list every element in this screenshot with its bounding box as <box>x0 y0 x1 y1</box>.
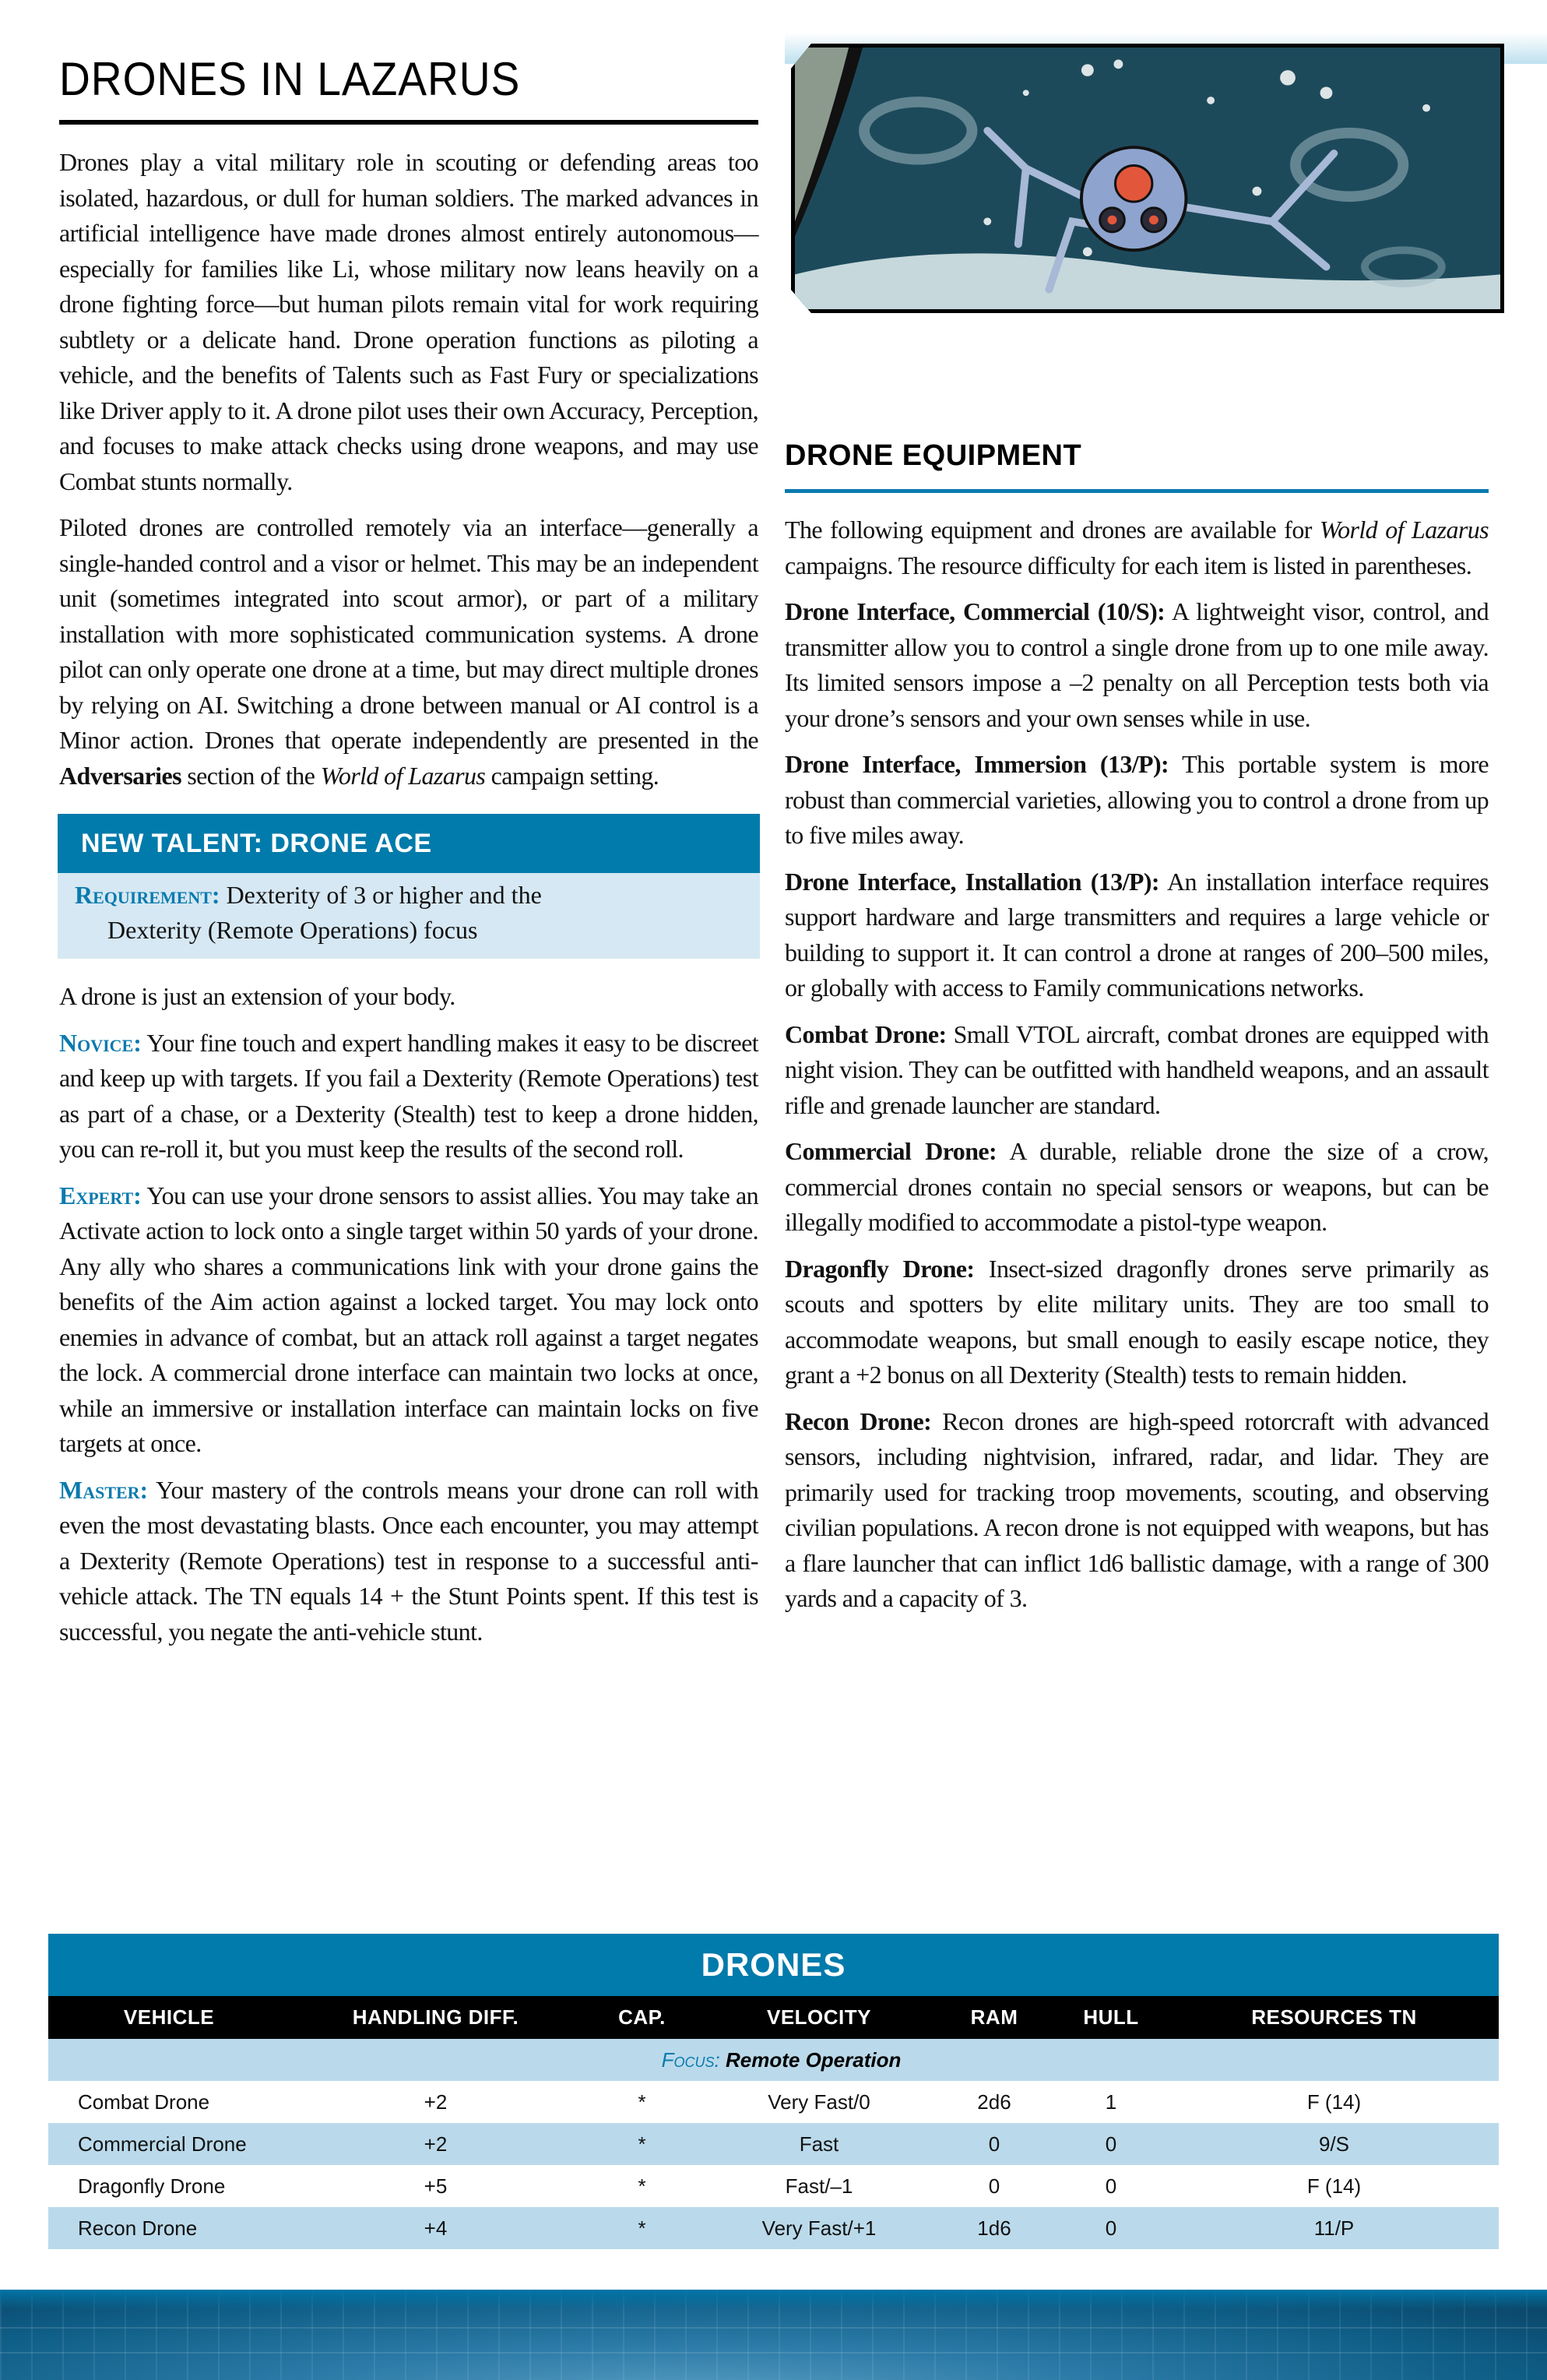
cell-vehicle: Combat Drone <box>78 2090 210 2114</box>
cell-capacity: * <box>638 2090 646 2114</box>
intro-paragraph-1: Drones play a vital military role in scouting or defending areas too isolated, hazardous, or dull for human soldiers. The marked advances in artificial intelligence have made drones almost entirely autonomous—especially for families like Li, whose military now leans heavily on a drone fighting force—but human pilots remain vital for work requiring subtlety or a delicate hand. Drone operation functions as piloting a vehicle, and the benefits of Talents such as Fast Fury or specializations like Driver apply to it. A drone pilot uses their own Accuracy, Perception, and focuses to make attack checks using drone weapons, and may use Combat stunts normally. <box>59 148 758 495</box>
equipment-item <box>785 594 1489 736</box>
table-title: DRONES <box>48 1934 1499 1996</box>
item-text: This portable system is more robust than commercial varieties, allowing you to control a drone from up to five miles away. <box>785 750 1489 849</box>
column-header: RESOURCES TN <box>1251 2005 1417 2029</box>
intro-text: section of the <box>181 761 321 790</box>
item-text: A lightweight visor, control, and transmitter allow you to control a single drone from up to one mile away. Its limited sensors impose a –2 penalty on all Perception tests both via your drone’s sensors and your own senses while in use. <box>785 597 1489 732</box>
column-header: CAP. <box>618 2005 666 2029</box>
table-row <box>48 2123 1499 2165</box>
cell-vehicle: Dragonfly Drone <box>78 2174 226 2198</box>
item-name: Drone Interface, Immersion (13/P): <box>785 750 1169 778</box>
talent-expert <box>59 1178 758 1462</box>
requirement-text: Dexterity of 3 or higher and the <box>220 881 542 909</box>
cell-ram: 2d6 <box>977 2090 1011 2114</box>
table-header <box>48 1996 1499 2039</box>
cell-hull: 0 <box>1105 2174 1117 2198</box>
cell-ram: 1d6 <box>977 2216 1011 2240</box>
expert-label: Expert: <box>59 1181 142 1209</box>
intro-text: Piloted drones are controlled remotely via an interface—generally a single-handed control and a visor or helmet. This may be an independent unit (sometimes integrated into scout armor), or part of a military installation with more sophisticated communication systems. A drone pilot can only operate one drone at a time, but may direct multiple drones by relying on AI. Switching a drone between manual or AI control is a Minor action. Drones that operate independently are presented in the <box>59 513 758 754</box>
item-name: Recon Drone: <box>785 1407 932 1435</box>
equipment-item <box>785 1017 1489 1124</box>
cell-capacity: * <box>638 2216 646 2240</box>
drones-table <box>48 1934 1499 2249</box>
cell-hull: 0 <box>1105 2132 1117 2156</box>
cell-resources: F (14) <box>1306 2090 1362 2114</box>
focus-value: Remote Operation <box>725 2048 902 2072</box>
equipment-intro-text: campaigns. The resource difficulty for each item is listed in parentheses. <box>785 551 1472 579</box>
equipment-item <box>785 864 1489 1006</box>
item-text: Small VTOL aircraft, combat drones are equipped with night vision. They can be outfitted with handheld weapons, and an assault rifle and grenade launcher are standard. <box>785 1019 1489 1119</box>
novice-label: Novice: <box>59 1028 142 1057</box>
table-row <box>48 2081 1499 2123</box>
cell-vehicle: Recon Drone <box>78 2216 198 2240</box>
equipment-heading: DRONE EQUIPMENT <box>785 439 1082 472</box>
cell-vehicle: Commercial Drone <box>78 2132 247 2156</box>
equipment-list <box>785 512 1489 1628</box>
talent-box <box>58 814 760 959</box>
item-name: Drone Interface, Commercial (10/S): <box>785 597 1166 625</box>
cell-capacity: * <box>638 2174 646 2198</box>
page-footer-band <box>0 2290 1547 2380</box>
cell-handling: +2 <box>424 2132 448 2156</box>
setting-title: World of Lazarus <box>1319 516 1489 544</box>
master-label: Master: <box>59 1475 149 1504</box>
item-name: Dragonfly Drone: <box>785 1254 975 1283</box>
requirement-label: Requirement: <box>75 881 220 909</box>
talent-heading: NEW TALENT: DRONE ACE <box>58 814 760 873</box>
cell-handling: +4 <box>424 2216 448 2240</box>
intro-text: campaign setting. <box>485 761 659 790</box>
item-text: Insect-sized dragonfly drones serve primarily as scouts and spotters by elite military units. They are too small to accommodate weapons, but small enough to easily escape notice, they grant a +2 bonus on all Dexterity (Stealth) tests to remain hidden. <box>785 1254 1489 1389</box>
focus-label: Focus: <box>661 2048 720 2072</box>
intro-paragraph-2 <box>59 510 758 794</box>
adversaries-reference: Adversaries <box>59 761 181 790</box>
cell-velocity: Fast <box>799 2132 839 2156</box>
expert-text: You can use your drone sensors to assist allies. You may take an Activate action to lock onto a single target within 50 yards of your drone. Any ally who shares a communications link with your drone gains the benefits of the Aim action against a locked target. You may lock onto enemies in advance of combat, but an attack roll against a target negates the lock. A commercial drone interface can maintain two locks at once, while an immersive or installation interface can maintain locks on five targets at once. <box>59 1181 758 1457</box>
novice-text: Your fine touch and expert handling makes it easy to be discreet and keep up with targets. If you fail a Dexterity (Remote Operations) test as part of a chase, or a Dexterity (Stealth) test to keep a drone hidden, you can re-roll it, but you must keep the results of the second roll. <box>59 1028 758 1163</box>
equipment-intro-text: The following equipment and drones are available for <box>785 516 1320 544</box>
equipment-item <box>785 1134 1489 1241</box>
talent-novice <box>59 1026 758 1167</box>
item-name: Drone Interface, Installation (13/P): <box>785 867 1159 896</box>
cell-velocity: Very Fast/+1 <box>761 2216 877 2240</box>
talent-flavor: A drone is just an extension of your body. <box>59 982 455 1010</box>
item-name: Commercial Drone: <box>785 1137 997 1165</box>
drone-illustration <box>791 44 1504 313</box>
table-row <box>48 2207 1499 2249</box>
setting-title: World of Lazarus <box>320 761 486 790</box>
cell-capacity: * <box>638 2132 646 2156</box>
item-text: Recon drones are high-speed rotorcraft with advanced sensors, including nightvision, infrared, radar, and lidar. They are primarily used for tracking troop movements, scouting, and observing civilian populations. A recon drone is not equipped with weapons, but has a flare launcher that can inflict 1d6 ballistic damage, with a range of 300 yards and a capacity of 3. <box>785 1407 1489 1612</box>
page-title: DRONES IN LAZARUS <box>59 53 521 105</box>
cell-velocity: Fast/–1 <box>785 2174 853 2198</box>
column-header: HANDLING DIFF. <box>352 2005 519 2029</box>
cell-resources: 9/S <box>1318 2132 1350 2156</box>
talent-master <box>59 1473 758 1650</box>
item-text: An installation interface requires support hardware and large transmitters and requires a large vehicle or building to support it. It can control a drone at ranges of 200–500 miles, or globally with access to Family communications networks. <box>785 867 1489 1002</box>
table-focus-row <box>48 2039 1499 2081</box>
equipment-item <box>785 747 1489 854</box>
cell-resources: 11/P <box>1313 2216 1355 2240</box>
column-header: HULL <box>1083 2005 1139 2029</box>
table-row <box>48 2165 1499 2207</box>
cell-handling: +5 <box>424 2174 448 2198</box>
drone-icon <box>795 48 1500 309</box>
cell-handling: +2 <box>424 2090 448 2114</box>
cell-ram: 0 <box>988 2132 1000 2156</box>
title-divider <box>59 120 758 125</box>
equipment-intro <box>785 512 1489 583</box>
equipment-item <box>785 1404 1489 1617</box>
requirement-text: Dexterity (Remote Operations) focus <box>107 916 478 944</box>
cell-hull: 1 <box>1105 2090 1117 2114</box>
column-header: VEHICLE <box>123 2005 215 2029</box>
equipment-divider <box>785 489 1489 493</box>
column-header: VELOCITY <box>766 2005 871 2029</box>
cell-ram: 0 <box>988 2174 1000 2198</box>
equipment-item <box>785 1252 1489 1393</box>
left-column <box>59 44 758 1660</box>
master-text: Your mastery of the controls means your drone can roll with even the most devastating blasts. Once each encounter, you may attempt a Dexterity (Remote Operations) test in response to a successful anti-vehicle attack. The TN equals 14 + the Stunt Points spent. If this test is successful, you negate the anti-vehicle stunt. <box>59 1475 758 1646</box>
item-name: Combat Drone: <box>785 1019 947 1048</box>
cell-hull: 0 <box>1105 2216 1117 2240</box>
talent-requirement <box>58 873 760 959</box>
cell-resources: F (14) <box>1306 2174 1362 2198</box>
column-header: RAM <box>970 2005 1018 2029</box>
cell-velocity: Very Fast/0 <box>768 2090 870 2114</box>
item-text: A durable, reliable drone the size of a crow, commercial drones contain no special sensors or weapons, but can be illegally modified to accommodate a pistol-type weapon. <box>785 1137 1489 1236</box>
